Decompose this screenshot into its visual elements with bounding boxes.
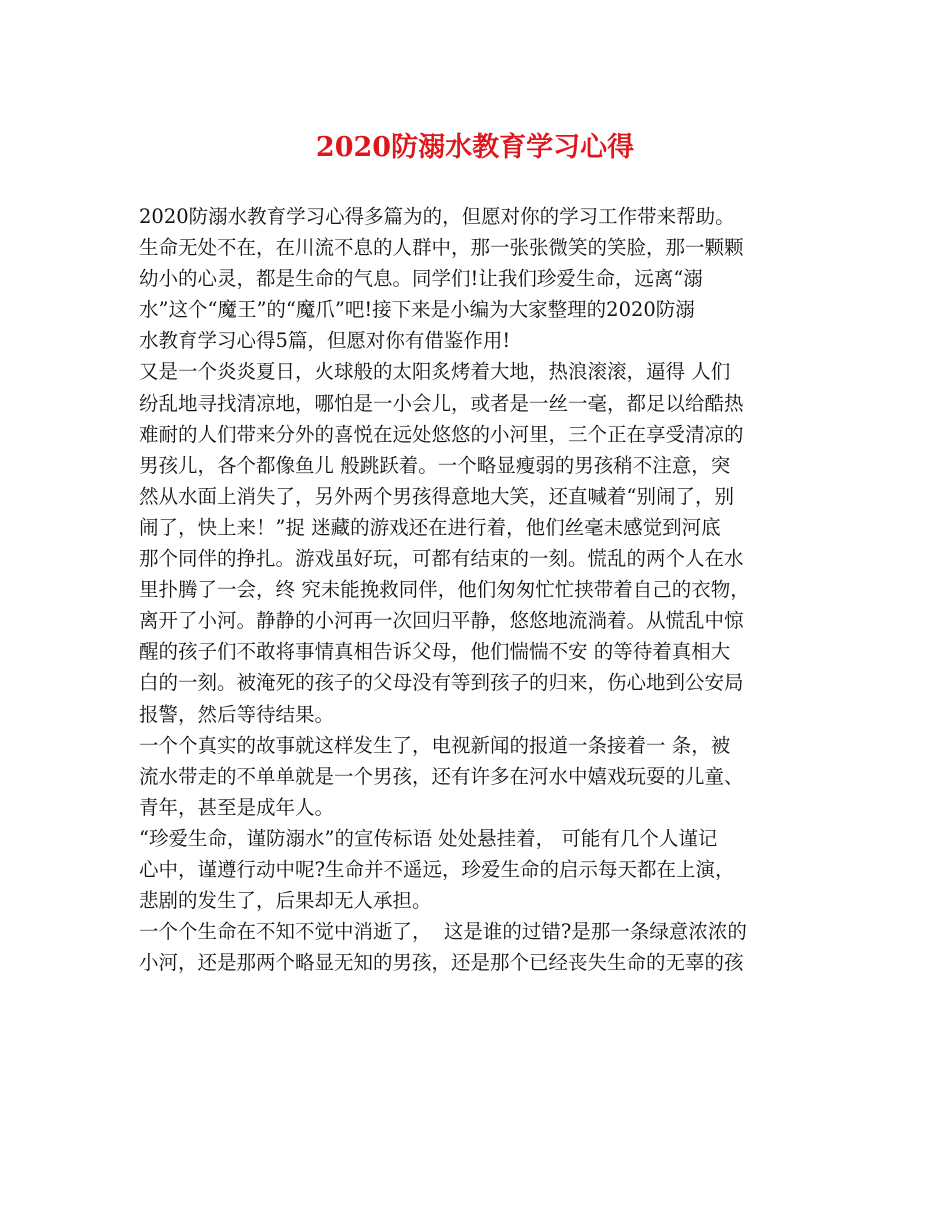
paragraph-line: 那个同伴的挣扎。游戏虽好玩，可都有结束的一刻。慌乱的两个人在水 <box>139 547 744 571</box>
paragraph-line: 一个个生命在不知不觉中消逝了， 这是谁的过错?是那一条绿意浓浓的 <box>139 920 747 944</box>
document-body <box>139 201 829 978</box>
paragraph-line: 然从水面上消失了，另外两个男孩得意地大笑，还直喊着“别闹了，别 <box>139 484 734 508</box>
paragraph-line: 离开了小河。静静的小河再一次回归平静，悠悠地流淌着。从慌乱中惊 <box>139 609 744 633</box>
paragraph-line: 白的一刻。被淹死的孩子的父母没有等到孩子的归来，伤心地到公安局 <box>139 671 744 695</box>
document-title: 2020防溺水教育学习心得 <box>315 132 635 163</box>
paragraph-line: 小河，还是那两个略显无知的男孩，还是那个已经丧失生命的无辜的孩 <box>139 951 744 975</box>
paragraph-line: 一个个真实的故事就这样发生了，电视新闻的报道一条接着一 条，被 <box>139 733 731 757</box>
paragraph-line: 生命无处不在，在川流不息的人群中，那一张张微笑的笑脸，那一颗颗 <box>139 236 744 260</box>
paragraph-line: 又是一个炎炎夏日，火球般的太阳炙烤着大地，热浪滚滚，逼得 人们 <box>139 360 731 384</box>
paragraph-line: 2020防溺水教育学习心得多篇为的，但愿对你的学习工作带来帮助。 <box>139 205 735 228</box>
paragraph-line: 青年，甚至是成年人。 <box>139 795 335 819</box>
paragraph-line: 悲剧的发生了，后果却无人承担。 <box>139 889 432 913</box>
paragraph-line: 水”这个“魔王”的“魔爪”吧!接下来是小编为大家整理的2020防溺 <box>139 298 695 322</box>
paragraph-line: 幼小的心灵，都是生命的气息。同学们!让我们珍爱生命，远离“溺 <box>139 267 703 291</box>
paragraph-line: 男孩儿，各个都像鱼儿 般跳跃着。一个略显瘦弱的男孩稍不注意，突 <box>139 453 731 477</box>
paragraph-line: 闹了，快上来！”捉 迷藏的游戏还在进行着，他们丝毫未感觉到河底 <box>139 515 721 539</box>
paragraph-line: “珍爱生命，谨防溺水”的宣传标语 处处悬挂着， 可能有几个人谨记 <box>139 826 718 850</box>
paragraph-line: 纷乱地寻找清凉地，哪怕是一小会儿，或者是一丝一毫，都足以给酷热 <box>139 391 744 415</box>
paragraph-line: 流水带走的不单单就是一个男孩，还有许多在河水中嬉戏玩耍的儿童、 <box>139 764 744 788</box>
paragraph-line: 心中，谨遵行动中呢?生命并不遥远，珍爱生命的启示每天都在上演， <box>139 857 735 881</box>
paragraph-line: 报警，然后等待结果。 <box>139 702 335 726</box>
paragraph-line: 水教育学习心得5篇，但愿对你有借鉴作用! <box>139 329 511 353</box>
paragraph-line: 里扑腾了一会，终 究未能挽救同伴，他们匆匆忙忙挟带着自己的衣物， <box>139 578 750 602</box>
paragraph-line: 难耐的人们带来分外的喜悦在远处悠悠的小河里，三个正在享受清凉的 <box>139 422 744 446</box>
paragraph-line: 醒的孩子们不敢将事情真相告诉父母，他们惴惴不安 的等待着真相大 <box>139 640 731 664</box>
